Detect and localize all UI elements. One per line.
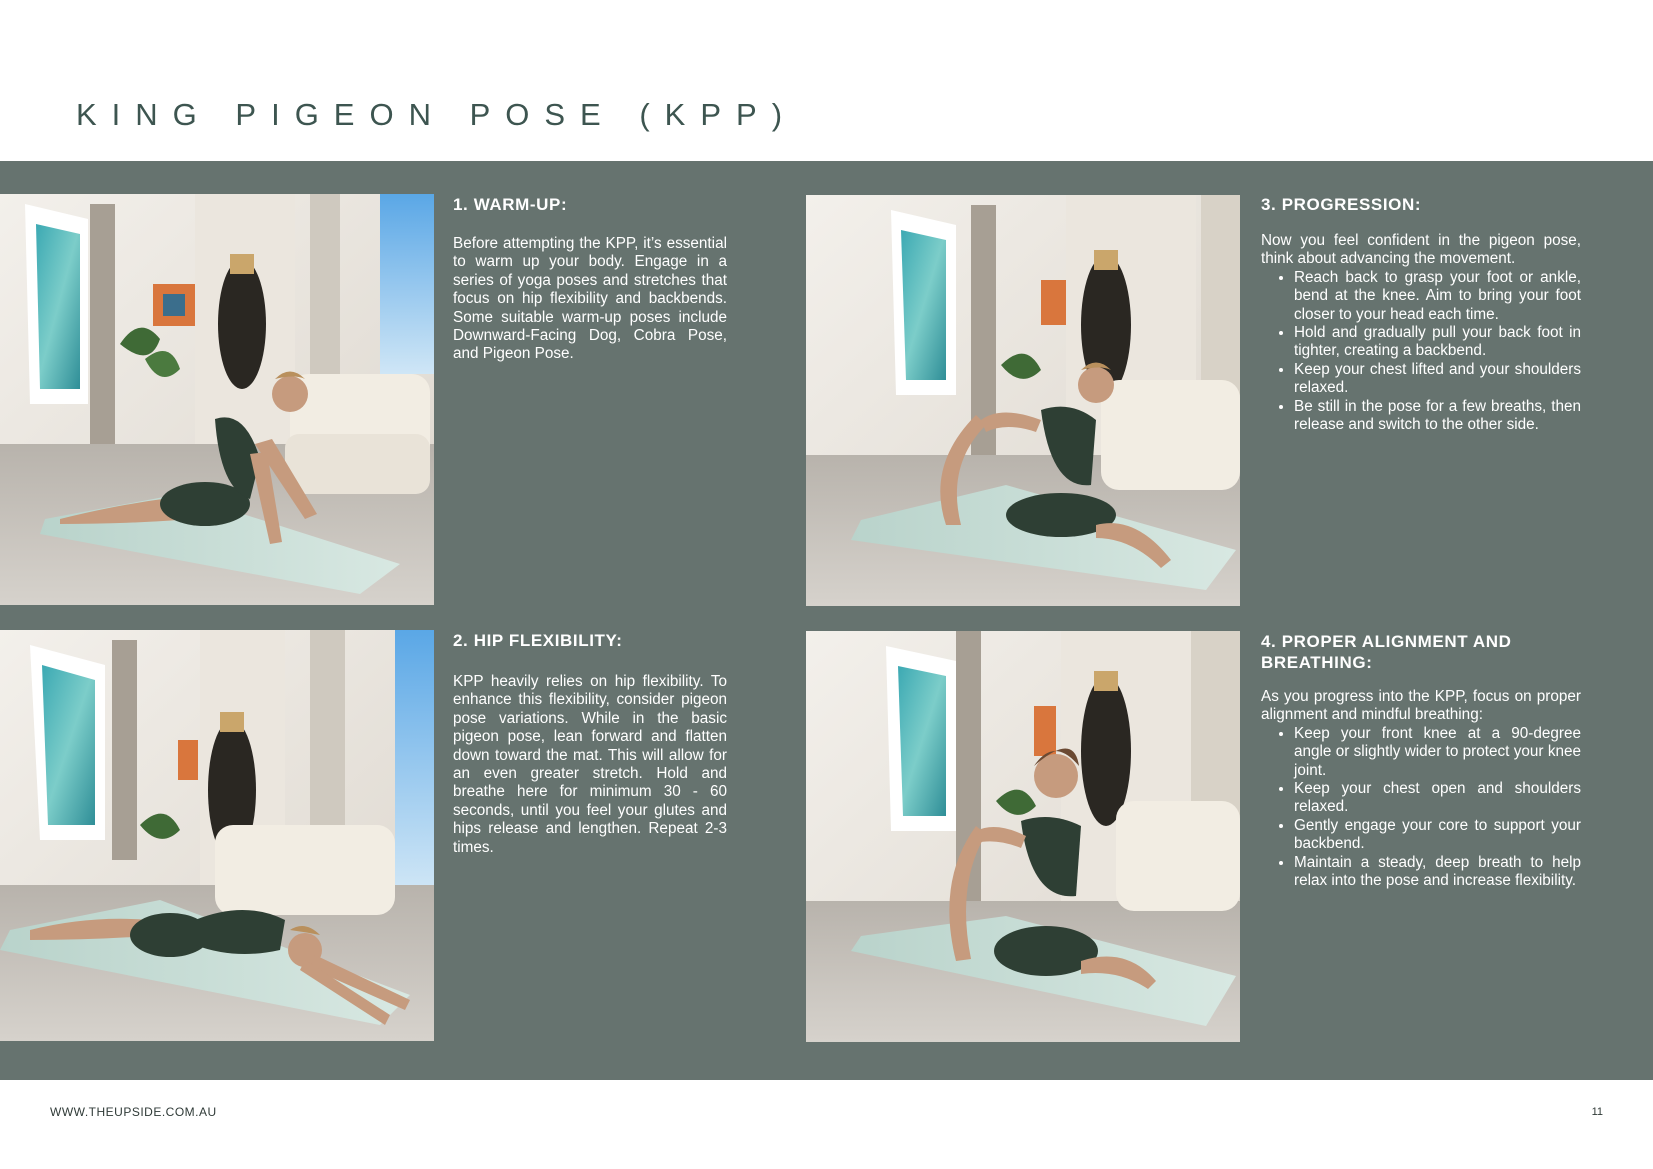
section-body: KPP heavily relies on hip flexibility. To enhance this flexibility, consider pigeon pose variations. While in the basic pigeon pose, lean forward and flatten down toward the mat. This will allow for an even greater stretch. Hold and breathe here for minimum 30 - 60 seconds, until you feel your glutes and hips release and lengthen. Repeat 2-3 times. (453, 673, 727, 856)
list-item: • Hold and gradually pull your back foot in tighter, creating a backbend. (1294, 324, 1581, 361)
section-heading: 1. WARM-UP: (453, 195, 568, 214)
section-hip-flexibility (453, 630, 727, 857)
bullet-list (1261, 269, 1581, 435)
yoga-pose-warm-up-photo (0, 194, 434, 605)
pigeon-forward-fold-photo (0, 630, 434, 1041)
list-item: • Be still in the pose for a few breaths, then release and switch to the other side. (1294, 398, 1581, 435)
page-title: KING PIGEON POSE (KPP) (76, 97, 798, 132)
king-pigeon-full-pose-photo (806, 631, 1240, 1042)
content-band (0, 161, 1653, 1080)
section-heading: 2. HIP FLEXIBILITY: (453, 631, 623, 650)
king-pigeon-progression-photo (806, 195, 1240, 606)
list-item: • Keep your front knee at a 90-degree angle or slightly wider to protect your knee joint. (1294, 725, 1581, 780)
list-item: • Keep your chest lifted and your shoulders relaxed. (1294, 361, 1581, 398)
section-intro: As you progress into the KPP, focus on proper alignment and mindful breathing: (1261, 688, 1581, 724)
section-heading: 4. PROPER ALIGNMENT AND BREATHING: (1261, 632, 1512, 672)
section-progression (1261, 194, 1581, 434)
page-number: 11 (1591, 1106, 1603, 1118)
bullet-list (1261, 725, 1581, 891)
list-item: • Reach back to grasp your foot or ankle, bend at the knee. Aim to bring your foot closer to your head each time. (1294, 269, 1581, 324)
list-item: • Maintain a steady, deep breath to help relax into the pose and increase flexibility. (1294, 854, 1581, 891)
section-warm-up (453, 194, 727, 364)
section-intro: Now you feel confident in the pigeon pose, think about advancing the movement. (1261, 232, 1581, 268)
list-item: • Keep your chest open and shoulders relaxed. (1294, 780, 1581, 817)
section-alignment-breathing (1261, 631, 1581, 890)
section-body: Before attempting the KPP, it’s essential to warm up your body. Engage in a series of yoga poses and stretches that focus on hip flexibility and backbends. Some suitable warm-up poses include Downward-Facing Dog, Cobra Pose, and Pigeon Pose. (453, 235, 727, 363)
section-heading: 3. PROGRESSION: (1261, 195, 1422, 214)
list-item: • Gently engage your core to support your backbend. (1294, 817, 1581, 854)
footer-url[interactable]: WWW.THEUPSIDE.COM.AU (50, 1105, 217, 1119)
